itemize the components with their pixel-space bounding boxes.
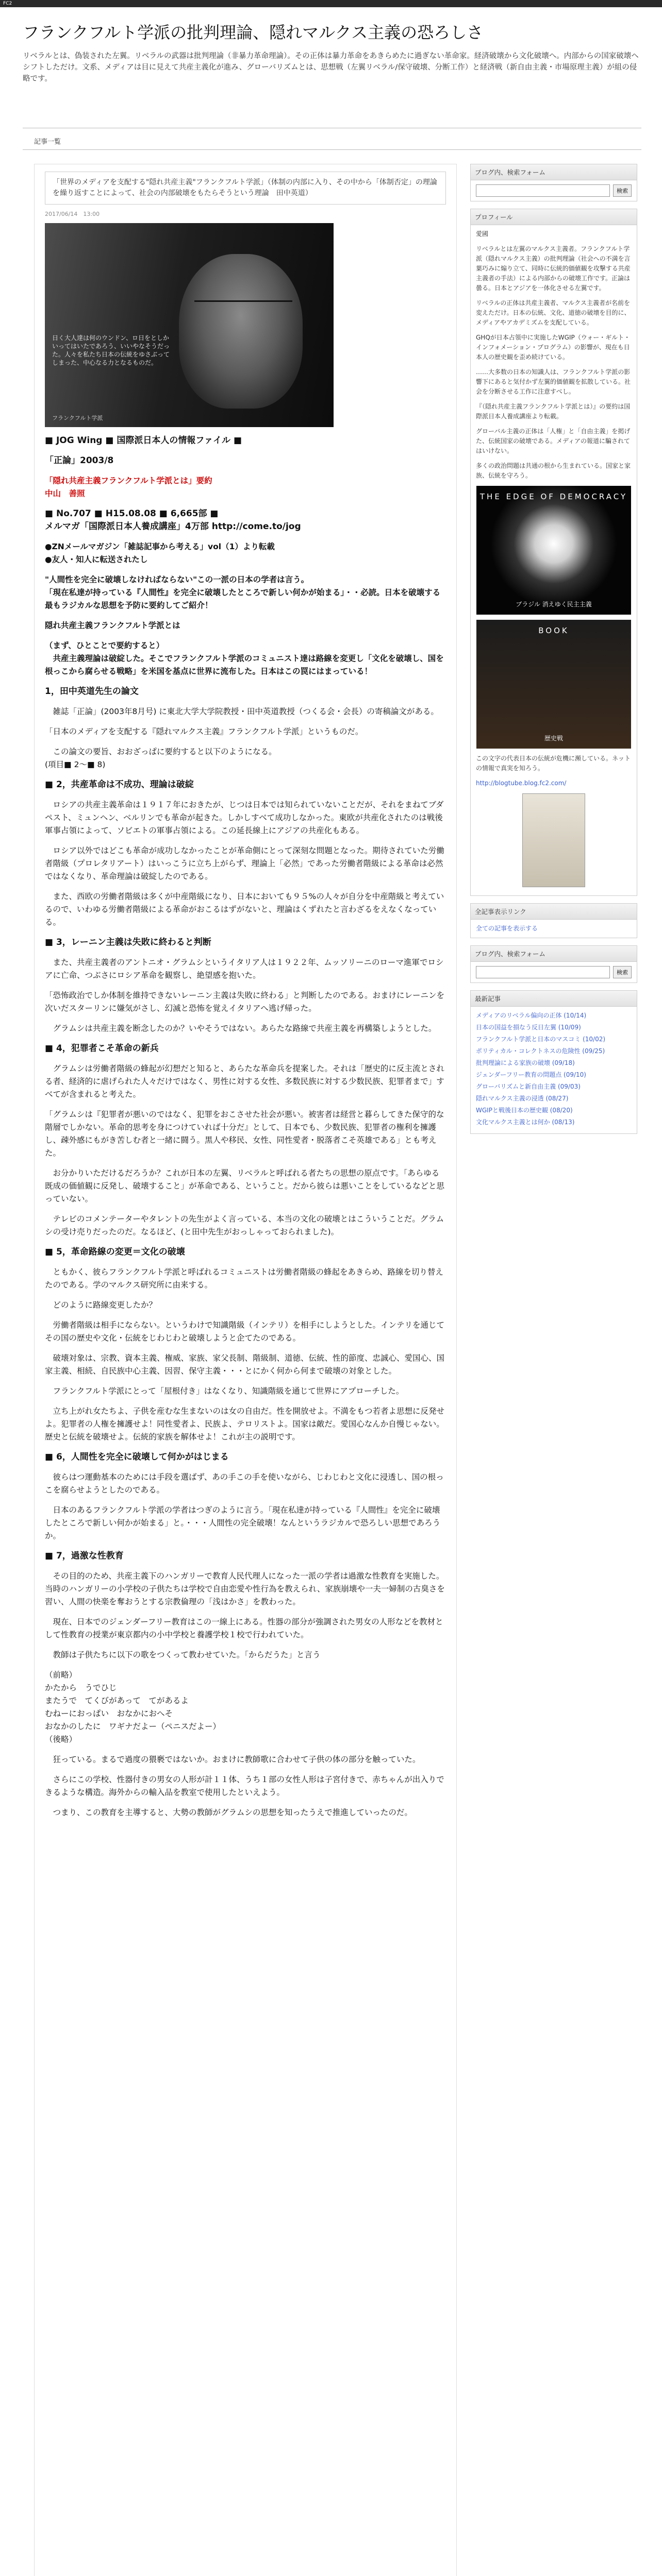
profile-text-2: リベラルの正体は共産主義者、マルクス主義者が名前を変えただけ。日本の伝統、文化、道徳の破壊を目的に、メディアやアカデミズムを支配している。 bbox=[476, 299, 631, 326]
site-description: リベラルとは、偽装された左翼。リベラルの武器は批判理論（非暴力革命理論）。その正体は暴力革命をあきらめたに過ぎない革命家。経済破壊から文化破壊へ。内部からの国家破壊ヘシフトしただけ。文系、メディアは目に見えて共産主義化が進み、グローバリズムとは、思想戦（左翼リベラル/保守破壊、分断工作）と経済戦（新自由主義・市場原理主義）が組の侵略です。 bbox=[23, 52, 639, 83]
book-cover-image[interactable] bbox=[522, 793, 585, 887]
article-paragraph: つまり、この教育を主導すると、大勢の教師がグラムシの思想を知ったうえで推進していったのだ。 bbox=[45, 1808, 412, 1817]
recent-entry-link[interactable]: ジェンダーフリー教育の問題点 (09/10) bbox=[476, 1071, 586, 1078]
article-paragraph: お分かりいただけるだろうか？これが日本の左翼、リベラルと呼ばれる者たちの思想の原点です。「あらゆる既成の価値観に反発し、破壊すること」が革命である、ということ。だから彼らは悪いことをしているなどと思っていない。 bbox=[45, 1168, 445, 1204]
article-paragraph: ロシアの共産主義革命は１９１７年におきたが、じつは日本では知られていないことだが、それをまねてブダペスト、ミュンヘン、ベルリンでも革命が起きた。しかしすべて成功しなかった。東欧が共産化されたのは戦後軍事占領によって、ソビエトの軍事占領による。この延長線上にアジアの共産化もある。 bbox=[45, 800, 444, 835]
article-paragraph: テレビのコメンテーターやタレントの先生がよく言っている、本当の文化の破壊とはこういうことだ。グラムシの受け売りだったのだ。なるほど、(と田中先生がおっしゃっておられました)。 bbox=[45, 1214, 444, 1236]
article-paragraph: ■ 3，レーニン主義は失敗に終わると判断 bbox=[45, 937, 211, 947]
article-paragraph: グラムシは労働者階級の蜂起が幻想だと知ると、あらたな革命兵を提案した。それは「歴史的に反主流とされる者、経済的に虐げられた人々だけではなく、男性に対する女性、多数民族に対する少数民族、犯罪者まで」すべてが含まれると考えた。 bbox=[45, 1064, 444, 1099]
article-paragraph: ■ 5，革命路線の変更＝文化の破壊 bbox=[45, 1247, 185, 1257]
sidebar-mid-text: この文字の代表日本の伝統が危機に瀕している。ネットの情報で真実を知ろう。 bbox=[476, 755, 631, 772]
article-quote: 「世界のメディアを支配する"隠れ共産主義"フランクフルト学派」（体制の内部に入り、その中から「体制否定」の理論を繰り返すことによって、社会の内部破壊をもたらそうという理論 田中英道） bbox=[45, 172, 446, 205]
profile-text-6: グローバル主義の正体は「人権」と「自由主義」を掲げた、伝統国家の破壊である。メディアの報道に騙されてはいけない。 bbox=[476, 428, 631, 454]
article-paragraph: ■ No.707 ■ H15.08.08 ■ 6,665部 ■ メルマガ「国際派日本人養成講座」4万部 http://come.to/jog bbox=[45, 509, 301, 532]
article-paragraph: 日本のあるフランクフルト学派の学者はつぎのように言う。「現在私達が持っている『人間性』を完全に破壊したところで新しい何かが始まる」と。・・・人間性の完全破壊！なんというラジカルで恐ろしい思想であろうか。 bbox=[45, 1505, 441, 1540]
article-paragraph: さらにこの学校、性器付きの男女の人形が計１１体、うち１部の女性人形は子宮付きで、赤ちゃんが出入りできるような構造。海外からの輸入品を教室で使用したといえよう。 bbox=[45, 1775, 444, 1797]
article-paragraph: グラムシは共産主義を断念したのか？いやそうではない。あらたな路線で共産主義を再構築しようとした。 bbox=[45, 1024, 437, 1033]
article-paragraph: ともかく、彼らフランクフルト学派と呼ばれるコミュニストは労働者階級の蜂起をあきらめ、路線を切り替えたのである。学のマルクス研究所に由来する。 bbox=[45, 1267, 443, 1290]
ad-banner-movie[interactable] bbox=[476, 486, 631, 615]
photo-overlay-text: 日く大人達は何のウンドン、ロ日をとしかいってはいたであろう、いいやなそうだった。人々を私たち日本の伝統をゆさぶってしまった、中心なる力となるものだ。 bbox=[52, 334, 170, 366]
search-button[interactable]: 検索 bbox=[613, 184, 632, 197]
fc2-topbar bbox=[0, 0, 662, 7]
search-button-bottom[interactable]: 検索 bbox=[613, 966, 632, 978]
article-paragraph: ●ZNメールマガジン「雑誌記事から考える」vol（1）より転載 ●友人・知人に転送されたし bbox=[45, 542, 275, 564]
article-paragraph: 「正論」2003/8 bbox=[45, 455, 114, 466]
article-paragraph: どのように路線変更したか？ bbox=[45, 1300, 157, 1310]
article-paragraph: 労働者階級は相手にならない。というわけで知識階級（インテリ）を相手にしようとした。インテリを通じてその国の歴史や文化・伝統をじわじわと破壊しようと企てたのである。 bbox=[45, 1320, 445, 1343]
ad-banner-title: THE EDGE OF DEMOCRACY bbox=[479, 492, 628, 501]
article-paragraph: ■ 6，人間性を完全に破壊して何かがはじまる bbox=[45, 1452, 229, 1462]
recent-entries-list bbox=[471, 1007, 637, 1133]
article-paragraph: ■ 7，過激な性教育 bbox=[45, 1551, 124, 1561]
article-paragraph: この論文の要旨、おおざっぱに要約すると以下のようになる。 (項目■ 2〜■ 8) bbox=[45, 747, 277, 769]
recent-entries-box bbox=[470, 990, 637, 1134]
article-paragraph: 立ち上がれ女たちよ、子供を産むな生まないのは女の自由だ。性を開放せよ。不満をもつ若者よ思想に反発せよ。犯罪者の人権を擁護せよ！同性愛者よ、民族よ、テロリストよ。国家は敵だ。愛国心なんか自慢じゃない。歴史と伝統を破壊せよ。伝統的家族を解体せよ！これが主の説明です。 bbox=[45, 1406, 445, 1442]
article-paragraph: （まず、ひとことで要約すると） 共産主義理論は破綻した。そこでフランクフルト学派のコミュニスト達は路線を変更し「文化を破壊し、国を根っこから腐らせる戦略」を米国を基点に世界に流布した。日本はこの罠にはまっている！ bbox=[45, 641, 444, 676]
portrait-glasses bbox=[194, 300, 292, 323]
recent-entry-link[interactable]: 隠れマルクス主義の浸透 (08/27) bbox=[476, 1095, 569, 1102]
recent-entry-link[interactable]: グローバリズムと新自由主義 (09/03) bbox=[476, 1083, 581, 1090]
article-paragraph: 隠れ共産主義フランクフルト学派とは bbox=[45, 621, 180, 630]
article-paragraph: フランクフルト学派にとって「屋根付き」はなくなり、知識階級を通じて世界にアプローチした。 bbox=[45, 1386, 404, 1396]
article-paragraph: 雑誌「正論」(2003年8月号) に東北大学大学院教授・田中英道教授（つくる会・会長）の寄稿論文がある。 bbox=[45, 707, 439, 716]
article bbox=[34, 164, 457, 2576]
recent-entry-link[interactable]: WGIPと戦後日本の歴史観 (08/20) bbox=[476, 1107, 573, 1114]
all-entries-link[interactable]: 全ての記事を表示する bbox=[476, 925, 538, 932]
search-box-heading: ブログ内、検索フォーム bbox=[471, 164, 637, 180]
article-paragraph: 現在、日本でのジェンダーフリー教育はこの一線上にある。性器の部分が強調された男女の人形などを教材として性教育の授業が東京都内の小中学校と養護学校１校で行われていた。 bbox=[45, 1617, 443, 1639]
article-paragraph: 彼らはつ運動基本のためには手段を選ばず、あの手この手を使いながら、じわじわと文化に浸透し、国の根っこを腐らせようとしたのである。 bbox=[45, 1472, 444, 1495]
article-photo bbox=[45, 223, 334, 427]
sidebar-mid-link[interactable]: http://blogtube.blog.fc2.com/ bbox=[476, 779, 567, 787]
ad-banner-book[interactable] bbox=[476, 620, 631, 749]
article-paragraph: その目的のため、共産主義下のハンガリーで教育人民代理人になった一派の学者は過激な性教育を実施した。当時のハンガリーの小学校の子供たちは学校で自由恋愛や性行為を教えられ、家族崩壊や一夫一婦制の古臭さを習い、人間の快楽を奪おうとする宗教倫理の「浅はかさ」を教わった。 bbox=[45, 1571, 445, 1606]
profile-text-7: 多くの政治問題は共通の根から生まれている。国家と家族、伝統を守ろう。 bbox=[476, 462, 631, 479]
article-paragraph: （前略） かたから うでひじ またうで てくびがあって てがあるよ むねーにおっぱい おなかにおへそ おなかのしたに ワギナだよー（ペニスだよー） （後略） bbox=[45, 1670, 221, 1744]
article-paragraph: 狂っている。まるで過度の猥褻ではないか。おまけに教師歌に合わせて子供の体の部分を触っていた。 bbox=[45, 1755, 421, 1764]
article-paragraph: ■ JOG Wing ■ 国際派日本人の情報ファイル ■ bbox=[45, 435, 242, 446]
recent-entries-heading: 最新記事 bbox=[471, 991, 637, 1007]
photo-caption: フランクフルト学派 bbox=[52, 415, 103, 421]
article-paragraph: 「隠れ共産主義フランクフルト学派とは」要約 中山 善照 bbox=[45, 476, 212, 498]
article-paragraph: ■ 2，共産革命は不成功、理論は破綻 bbox=[45, 779, 194, 790]
ad-banner-caption: ブラジル 消えゆく民主主義 bbox=[516, 601, 592, 608]
profile-text-5: 『（隠れ共産主義フランクフルト学派とは）』の要約は国際派日本人養成講座より転載。 bbox=[476, 403, 631, 420]
article-paragraph: "人間性を完全に破壊しなければならない"この一派の日本の学者は言う。 「現在私達が持っている『人間性』を完全に破壊したところで新しい何かが始まる」・・必読。日本を破壊する最もラジカルな思想を予防に要約してご紹介！ bbox=[45, 575, 441, 610]
article-paragraph: 教師は子供たちに以下の歌をつくって教わせていた。「からだうた」と言う bbox=[45, 1650, 321, 1659]
search-input[interactable] bbox=[476, 184, 610, 197]
article-paragraph: 「グラムシは『犯罪者が悪いのではなく、犯罪をおこさせた社会が悪い。被害者は経営と暮らしてきた保守的な階層でしかない。革命的思考を身につけていれば十分だ』として、日本でも、少数民族、犯罪者の権利を擁護し、疎外感にもがき苦しむ者と一緒に闘う。黒人や移民、女性、同性愛者・脱落者こそ英雄である」とも考えた。 bbox=[45, 1110, 444, 1158]
search-input-bottom[interactable] bbox=[476, 966, 610, 978]
recent-entry-link[interactable]: 日本の国益を損なう反日左翼 (10/09) bbox=[476, 1024, 581, 1031]
article-paragraph: また、共産主義者のアントニオ・グラムシというイタリア人は１９２２年、ムッソリーニのローマ進軍でロシアに亡命、つぶさにロシア革命を観察し、絶望感を抱いた。 bbox=[45, 958, 444, 980]
profile-text-3: GHQが日本占領中に実施したWGIP（ウォー・ギルト・インフォメーション・プログラム）の影響が、現在も日本人の歴史観を歪め続けている。 bbox=[476, 334, 631, 361]
article-paragraph: 「日本のメディアを支配する『隠れマルクス主義』フランクフルト学派」というものだ。 bbox=[45, 727, 363, 736]
article-paragraph: ロシア以外ではどこも革命が成功しなかったことが革命側にとって深刻な問題となった。期待されていた労働者階級（プロレタリアート）はいっこうに立ち上がらず、理論上「必然」であった労働者階級による革命は必然ではなくなり、革命理論は破綻したのである。 bbox=[45, 846, 444, 881]
recent-entry-link[interactable]: メディアのリベラル偏向の正体 (10/14) bbox=[476, 1012, 587, 1019]
fc2-logo[interactable]: FC2 bbox=[3, 1, 12, 6]
article-paragraph: また、西欧の労働者階級は多くが中産階級になり、日本においても９５%の人々が自分を中産階級と考えているので、いわゆる労働者階級による革命がおこるはずがないと、理論はくずれたと言わざるをえなくなっている。 bbox=[45, 892, 444, 927]
search-box-bottom-heading: ブログ内、検索フォーム bbox=[471, 946, 637, 962]
profile-box bbox=[470, 209, 637, 896]
article-paragraph: 「恐怖政治でしか体制を維持できないレーニン主義は失敗に終わる」と判断したのである。おまけにレーニンを次いだスターリンに嫌気がさし、幻滅と恐怖を覚えイタリアへ逃げ帰った。 bbox=[45, 991, 445, 1013]
article-body bbox=[45, 434, 446, 1819]
sidebar bbox=[470, 164, 637, 1141]
ad-book-caption: 歴史戦 bbox=[544, 735, 563, 742]
recent-entry-link[interactable]: 批判理論による家族の破壊 (09/18) bbox=[476, 1059, 575, 1066]
main-column bbox=[34, 164, 457, 2576]
portrait-face bbox=[179, 254, 303, 409]
recent-entry-link[interactable]: フランクフルト学派と日本のマスコミ (10/02) bbox=[476, 1036, 606, 1043]
search-box-top bbox=[470, 164, 637, 201]
profile-heading: プロフィール bbox=[471, 209, 637, 225]
ad-book-title: BOOK bbox=[538, 626, 569, 635]
nav-divider bbox=[23, 149, 641, 150]
article-paragraph: 1，田中英道先生の論文 bbox=[45, 686, 139, 697]
site-header bbox=[23, 20, 641, 84]
article-date: 2017/06/14 13:00 bbox=[45, 211, 100, 217]
site-title[interactable]: フランクフルト学派の批判理論、隠れマルクス主義の恐ろしさ bbox=[23, 23, 484, 42]
article-paragraph: ■ 4，犯罪者こそ革命の新兵 bbox=[45, 1043, 159, 1054]
search-box-bottom bbox=[470, 945, 637, 983]
recent-entry-link[interactable]: ポリティカル・コレクトネスの危険性 (09/25) bbox=[476, 1047, 605, 1055]
profile-text-1: リベラルとは左翼のマルクス主義者。フランクフルト学派（隠れマルクス主義）の批判理論（社会への不満を言葉巧みに煽り立て、同時に伝統的価値観を攻撃する共産主義者の手法）による内部からの破壊工作です。正論は曇る。日本とアジアを一体化させる左翼です。 bbox=[476, 245, 631, 292]
profile-name: 愛國 bbox=[476, 230, 489, 238]
article-paragraph: 破壊対象は、宗教、資本主義、権威、家族、家父長制、階級制、道徳、伝統、性的節度、忠誠心、愛国心、国家主義、相続、自民族中心主義、因習、保守主義・・・とにかく何から何まで破壊の対象とした。 bbox=[45, 1353, 445, 1376]
recent-entry-link[interactable]: 文化マルクス主義とは何か (08/13) bbox=[476, 1118, 575, 1126]
all-entries-heading: 全記事表示リンク bbox=[471, 904, 637, 920]
all-entries-box bbox=[470, 903, 637, 938]
entry-list-link[interactable]: 記事一覧 bbox=[34, 138, 61, 146]
profile-text-4: ……大多数の日本の知識人は、フランクフルト学派の影響下にあると気付かず左翼的価値観を拡散している。社会を分断させる工作に注意すべし。 bbox=[476, 368, 631, 395]
